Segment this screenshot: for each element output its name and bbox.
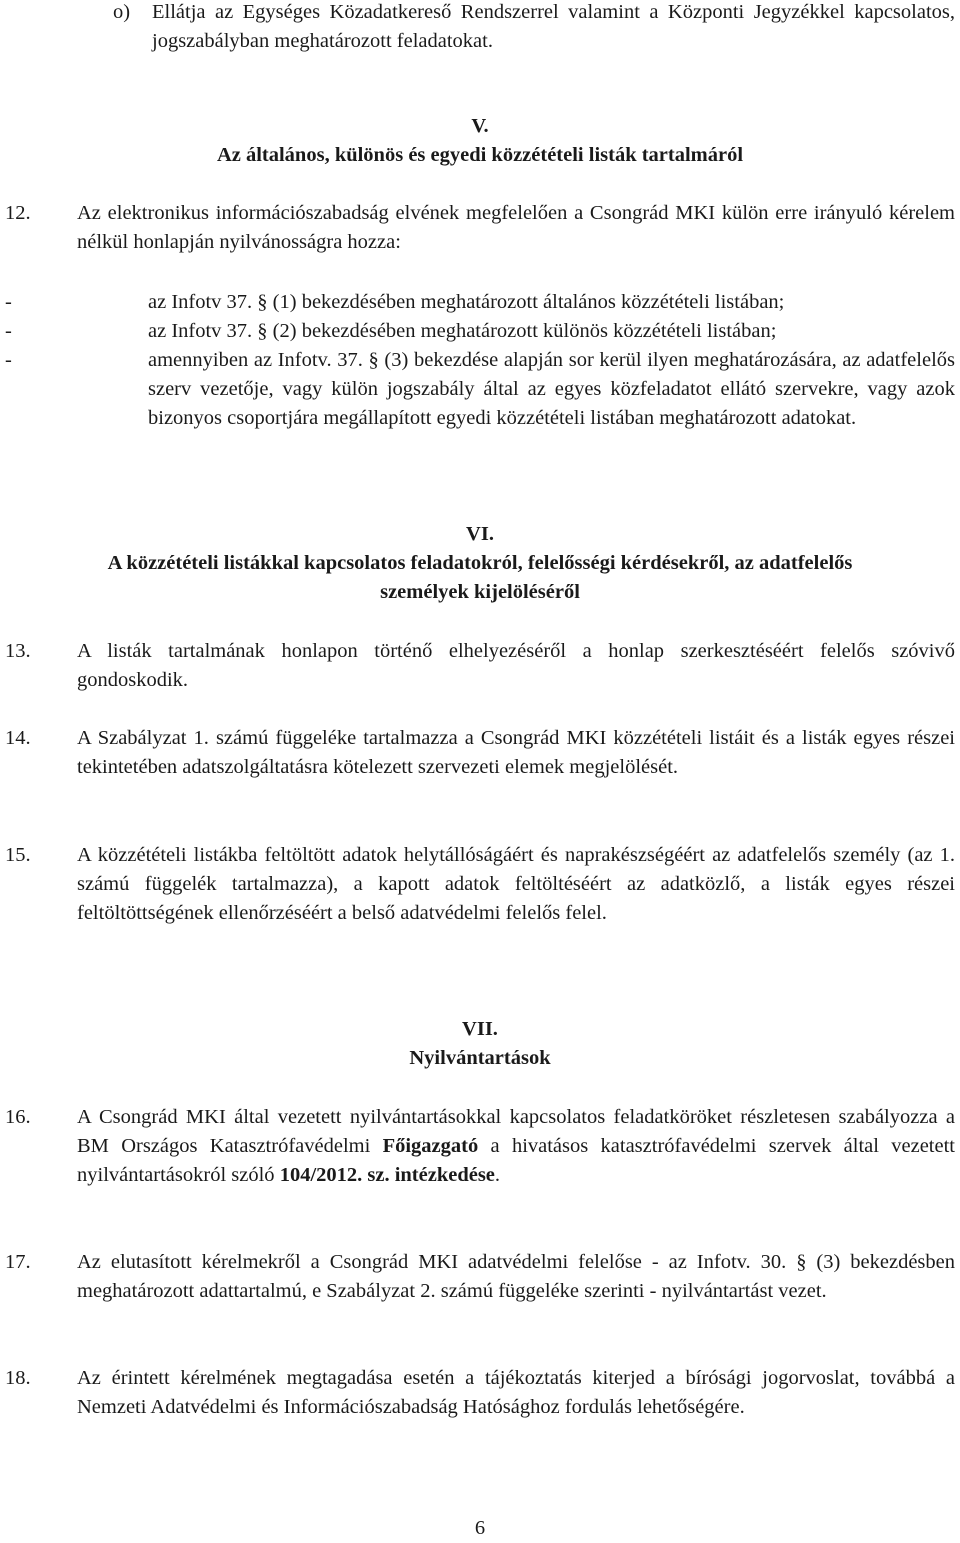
bullet-item: amennyiben az Infotv. 37. § (3) bekezdése alapján sor kerül ilyen meghatározására, az adatfelelős szerv vezetője, vagy külön jogszabály által az egyes közfeladatot ellátó szervekre, vagy azok bizonyos csoportjára megállapított egyedi közzétételi listában meghatározott adatokat.	[148, 349, 955, 429]
section-number: V.	[471, 115, 489, 137]
paragraph-17: Az elutasított kérelmekről a Csongrád MKI adatvédelmi felelőse - az Infotv. 30. § (3) bekezdésben meghatározott adattartalmú, e Szabályzat 2. számú függeléke szerinti - nyilvántartást vezet.	[77, 1251, 955, 1302]
paragraph-16-bold-b: 104/2012. sz. intézkedése	[279, 1164, 495, 1186]
paragraph-number: 16.	[5, 1106, 31, 1128]
section-title: Nyilvántartások	[409, 1047, 551, 1069]
paragraph-number: 14.	[5, 727, 31, 749]
paragraph-13: A listák tartalmának honlapon történő elhelyezéséről a honlap szerkesztéséért felelős szóvivő gondoskodik.	[77, 640, 955, 691]
page-number: 6	[474, 1517, 486, 1539]
paragraph-o: Ellátja az Egységes Közadatkereső Rendszerrel valamint a Központi Jegyzékkel kapcsolatos, jogszabályban meghatározott feladatokat.	[152, 1, 955, 52]
paragraph-12: Az elektronikus információszabadság elvének megfelelően a Csongrád MKI külön erre irányuló kérelem nélkül honlapján nyilvánosságra hozza:	[77, 202, 955, 253]
paragraph-16	[77, 1103, 955, 1190]
paragraph-number: 13.	[5, 640, 31, 662]
bullet-item: az Infotv 37. § (2) bekezdésében meghatározott különös közzétételi listában;	[148, 320, 777, 342]
section-title-line: A közzétételi listákkal kapcsolatos feladatokról, felelősségi kérdésekről, az adatfelelős	[107, 552, 853, 574]
paragraph-number: 17.	[5, 1251, 31, 1273]
bullet-dash: -	[5, 291, 12, 313]
section-title: Az általános, különös és egyedi közzétételi listák tartalmáról	[216, 144, 744, 166]
paragraph-15: A közzétételi listákba feltöltött adatok helytállóságáért és naprakészségéért az adatfelelős személy (az 1. számú függelék tartalmazza), a kapott adatok feltöltéséért az adatközlő, a listák egyes részei feltöltöttségének ellenőrzéséért a belső adatvédelmi felelős felel.	[77, 844, 955, 924]
paragraph-16-text-c: .	[494, 1164, 501, 1186]
paragraph-number: 12.	[5, 202, 31, 224]
paragraph-number: 18.	[5, 1367, 31, 1389]
paragraph-18: Az érintett kérelmének megtagadása esetén a tájékoztatás kiterjed a bírósági jogorvoslat, továbbá a Nemzeti Adatvédelmi és Információszabadság Hatósághoz fordulás lehetőségére.	[77, 1367, 955, 1418]
paragraph-16-text-b: a hivatásos katasztrófavédelmi szervek által vezetett nyilvántartásokról szóló	[77, 1135, 955, 1186]
paragraph-16-bold-a: Főigazgató	[382, 1135, 479, 1157]
section-number: VI.	[466, 523, 494, 545]
bullet-item: az Infotv 37. § (1) bekezdésében meghatározott általános közzétételi listában;	[148, 291, 785, 313]
bullet-dash: -	[5, 320, 12, 342]
section-number: VII.	[462, 1018, 498, 1040]
item-label: o)	[113, 1, 131, 23]
paragraph-number: 15.	[5, 844, 31, 866]
bullet-dash: -	[5, 349, 12, 371]
paragraph-16-text-a: A Csongrád MKI által vezetett nyilvántartásokkal kapcsolatos feladatköröket részletesen szabályozza a BM Országos Katasztrófavédelmi	[77, 1106, 955, 1157]
paragraph-14: A Szabályzat 1. számú függeléke tartalmazza a Csongrád MKI közzétételi listáit és a listák egyes részei tekintetében adatszolgáltatásra kötelezett szervezeti elemek megjelölését.	[77, 727, 955, 778]
section-title-line: személyek kijelöléséről	[380, 581, 580, 603]
